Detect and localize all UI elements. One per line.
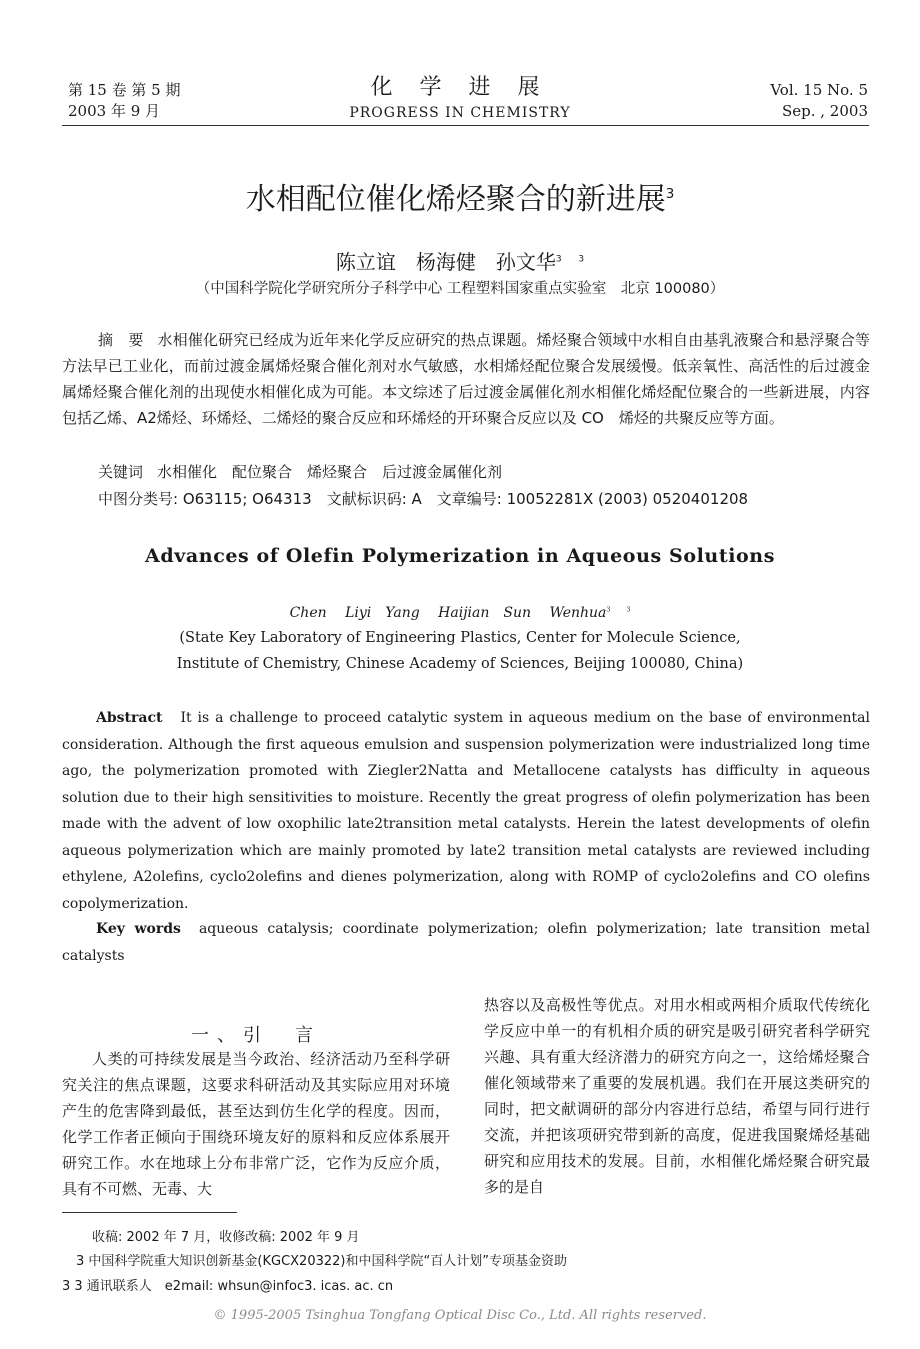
keywords-en-label: Key words (96, 921, 181, 937)
keywords-cn-text: 水相催化 配位聚合 烯烃聚合 后过渡金属催化剂 (157, 463, 503, 481)
authors-en (0, 602, 920, 622)
body-text-left: 人类的可持续发展是当今政治、经济活动乃至科学研究关注的焦点课题，这要求科研活动及其实际应用对环境产生的危害降到最低，甚至达到仿生化学的程度。因而，化学工作者正倾向于围绕环境友好的原料和反应体系展开研究工作。水在地球上分布非常广泛，它作为反应介质，具有不可燃、无毒、大 (62, 1050, 450, 1198)
authors-footnote-mark: 3 3 (555, 254, 585, 265)
authors-en-text: Chen Liyi Yang Haijian Sun Wenhua (289, 605, 607, 621)
abstract-cn-label: 摘 要 (98, 331, 144, 349)
paper-title-text: 水相配位催化烯烃聚合的新进展 (245, 182, 666, 217)
keywords-cn (98, 459, 870, 485)
section-heading-introduction: 一、引 言 (191, 1025, 321, 1046)
paper-title (0, 174, 920, 218)
authors-en-footnote-mark: 3 3 (606, 606, 631, 614)
header-issue-info (68, 80, 180, 122)
header-issue-info-en (770, 80, 868, 122)
header-date: 2003 年 9 月 (68, 102, 161, 120)
affiliation: （中国科学院化学研究所分子科学中心 工程塑料国家重点实验室 北京 100080） (195, 281, 725, 297)
footnote-rule (62, 1212, 237, 1213)
affiliation-en-line2: Institute of Chemistry, Chinese Academy of Sciences, Beijing 100080, China) (176, 656, 744, 672)
journal-name-en: PROGRESS IN CHEMISTRY (349, 105, 571, 121)
classification-line: 中图分类号: O63115; O64313 文献标识码: A 文章编号: 10052281X (2003) 0520401208 (98, 490, 749, 508)
journal-name-cn: 化 学 进 展 (370, 75, 550, 100)
header-date-en: Sep. , 2003 (781, 102, 868, 120)
abstract-en (62, 705, 870, 917)
abstract-en-label: Abstract (96, 710, 163, 726)
abstract-en-text: It is a challenge to proceed catalytic system in aqueous medium on the base of environmental consideration. Although the first aqueous emulsion and suspension polymerization were industrialized long time ago, the polymerization promoted with Ziegler2Natta and Metallocene catalysts has difficulty in aqueous solution due to their high sensitivities to moisture. Recently the great progress of olefin polymerization has been made with the advent of low oxophilic late2transition metal catalysts. Herein the latest developments of olefin aqueous polymerization which are mainly promoted by late2 transition metal catalysts are reviewed including ethylene, A2olefins, cyclo2olefins and dienes polymerization, along with ROMP of cyclo2olefins and CO olefins copolymerization. (62, 710, 870, 912)
header-rule (62, 125, 869, 126)
affiliation-en-line1: (State Key Laboratory of Engineering Plastics, Center for Molecule Science, (179, 630, 741, 646)
keywords-en-text: aqueous catalysis; coordinate polymerization; olefin polymerization; late transition metal catalysts (62, 921, 871, 964)
copyright-notice: © 1995-2005 Tsinghua Tongfang Optical Disc Co., Ltd. All rights reserved. (213, 1308, 707, 1323)
paper-title-en: Advances of Olefin Polymerization in Aqueous Solutions (145, 545, 775, 567)
affiliation-en (0, 625, 920, 677)
footnote-contact: 3 3 通讯联系人 e2mail: whsun@infoc3. icas. ac. cn (62, 1279, 394, 1294)
keywords-en (62, 916, 870, 969)
body-text-right: 热容以及高极性等优点。对用水相或两相介质取代传统化学反应中单一的有机相介质的研究是吸引研究者科学研究兴趣、具有重大经济潜力的研究方向之一，这给烯烃聚合催化领域带来了重要的发展机遇。我们在开展这类研究的同时，把文献调研的部分内容进行总结，希望与同行进行交流，并把该项研究带到新的高度，促进我国聚烯烃基础研究和应用技术的发展。目前，水相催化烯烃聚合研究最多的是自 (484, 996, 870, 1196)
footnote-received: 收稿: 2002 年 7 月，收修改稿: 2002 年 9 月 (92, 1230, 360, 1245)
header-volume-en: Vol. 15 No. 5 (770, 81, 868, 99)
abstract-cn (62, 327, 870, 431)
abstract-cn-text: 水相催化研究已经成为近年来化学反应研究的热点课题。烯烃聚合领域中水相自由基乳液聚合和悬浮聚合等方法早已工业化，而前过渡金属烯烃聚合催化剂对水气敏感，水相烯烃配位聚合发展缓慢。低亲氧性、高活性的后过渡金属烯烃聚合催化剂的出现使水相催化成为可能。本文综述了后过渡金属催化剂水相催化烯烃配位聚合的一些新进展，内容包括乙烯、A2烯烃、环烯烃、二烯烃的聚合反应和环烯烃的开环聚合反应以及 CO 烯烃的共聚反应等方面。 (62, 331, 870, 427)
header-volume: 第 15 卷 第 5 期 (68, 81, 181, 99)
keywords-cn-label: 关键词 (98, 463, 144, 481)
header-journal (300, 74, 620, 124)
authors (0, 246, 920, 275)
authors-text: 陈立谊 杨海健 孙文华 (335, 250, 556, 274)
title-footnote-mark: 3 (665, 186, 675, 202)
footnote-funding: 3 中国科学院重大知识创新基金(KGCX20322)和中国科学院“百人计划”专项基金资助 (76, 1254, 567, 1269)
